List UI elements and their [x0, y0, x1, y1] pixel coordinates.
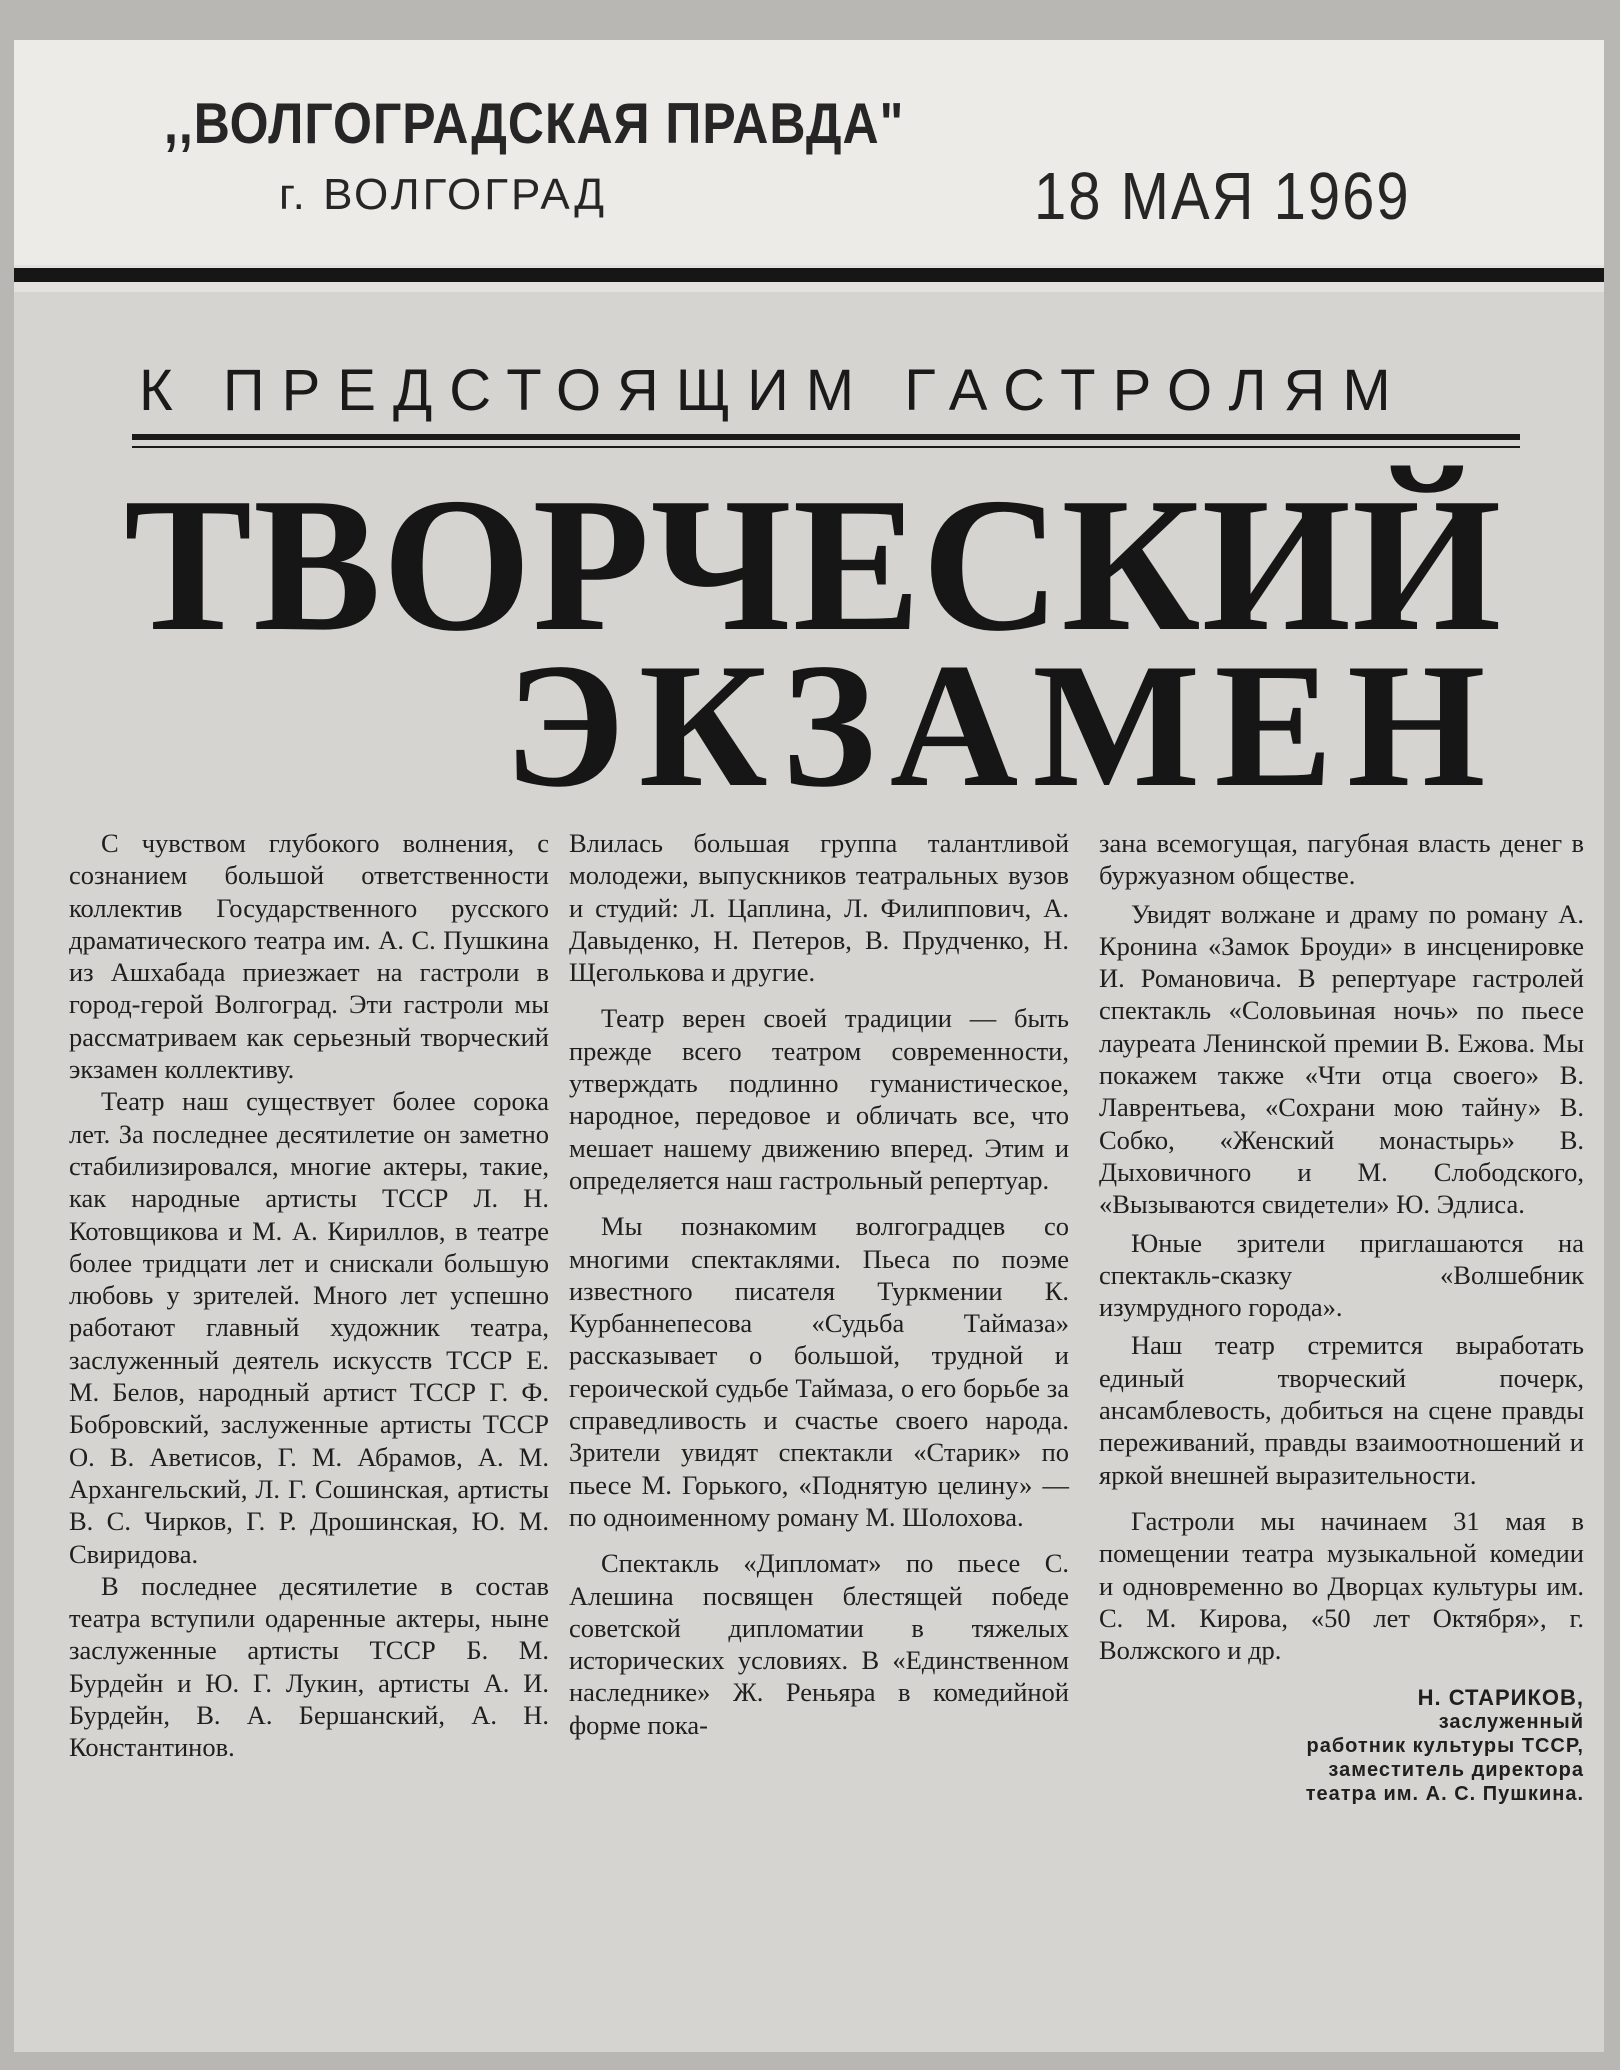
article-title-line2: ЭКЗАМЕН: [504, 626, 1500, 824]
text-column-1: [69, 827, 549, 1764]
article: [14, 292, 1604, 2052]
text-column-3: [1099, 827, 1584, 1806]
paragraph: Спектакль «Дипломат» по пьесе С. Алешина посвящен блестящей победе советской дипломатии в тяжелых исторических условиях. В «Единственном наследнике» Ж. Реньяра в комедийной форме пока-: [569, 1548, 1069, 1740]
author-title-4: театра им. А. С. Пушкина.: [1305, 1783, 1584, 1806]
paragraph: зана всемогущая, пагубная власть денег в буржуазном обществе.: [1099, 828, 1584, 891]
author-title-3: заместитель директора: [1328, 1759, 1584, 1782]
paragraph: Влилась большая группа талантливой молодежи, выпускников театральных вузов и студий: Л. Цаплина, Л. Филиппович, А. Давыденко, Н. Петеров, В. Прудченко, Н. Щеголькова и другие.: [569, 828, 1069, 988]
author-title-2: работник культуры ТССР,: [1306, 1735, 1584, 1758]
newspaper-clipping: [14, 40, 1604, 2052]
article-rubric: К ПРЕДСТОЯЩИМ ГАСТРОЛЯМ: [139, 358, 1408, 423]
author-signature: [1099, 1686, 1584, 1806]
paragraph: Юные зрители приглашаются на спектакль-сказку «Волшебник изумрудного города».: [1099, 1227, 1584, 1323]
newspaper-name: ,,ВОЛГОГРАДСКАЯ ПРАВДА": [164, 91, 905, 156]
rubric-rule-thin: [132, 446, 1520, 448]
article-title-line1: ТВОРЧЕСКИЙ: [124, 458, 1503, 671]
paragraph: Мы познакомим волгоградцев со многими спектаклями. Пьеса по поэме известного писателя Туркмении К. Курбаннепесова «Судьба Таймаза» рассказывает о большой, трудной и героической судьбе Таймаза, о его борьбе за справедливость и счастье своего народа. Зрители увидят спектакли «Старик» по пьесе М. Горького, «Поднятую целину» — по одноименному роману М. Шолохова.: [569, 1211, 1069, 1532]
text-column-2: [569, 827, 1069, 1741]
paragraph: Театр наш существует более сорока лет. За последнее десятилетие он заметно стабилизировался, многие актеры, такие, как народные артисты ТССР Л. Н. Котовщикова и М. А. Кириллов, в театре более тридцати лет и снискали большую любовь у зрителей. Много лет успешно работают главный художник театра, заслуженный деятель искусств ТССР Е. М. Белов, народный артист ТССР Г. Ф. Бобровский, заслуженные артисты ТССР О. В. Аветисов, Г. М. Абрамов, А. М. Архангельский, Л. Г. Сошинская, артисты В. С. Чирков, Г. Р. Дрошинская, Ю. М. Свиридова.: [69, 1086, 549, 1569]
paragraph: Театр верен своей традиции — быть прежде всего театром современности, утверждать подлинно гуманистическое, народное, передовое и обличать все, что мешает нашему движению вперед. Этим и определяется наш гастрольный репертуар.: [569, 1003, 1069, 1195]
author-name: Н. СТАРИКОВ,: [1417, 1685, 1584, 1711]
paragraph: Гастроли мы начинаем 31 мая в помещении театра музыкальной комедии и одновременно во Дворцах культуры им. С. М. Кирова, «50 лет Октября», г. Волжского и др.: [1099, 1505, 1584, 1666]
author-title-1: заслуженный: [1438, 1711, 1584, 1734]
clipping-stamp: [14, 40, 1604, 265]
divider-rule: [14, 268, 1604, 282]
clipping-date: 18 МАЯ 1969: [1034, 159, 1411, 234]
paragraph: С чувством глубокого волнения, с сознанием большой ответственности коллектив Государственного русского драматического театра им. А. С. Пушкина из Ашхабада приезжает на гастроли в город-герой Волгоград. Эти гастроли мы рассматриваем как серьезный творческий экзамен коллективу.: [69, 828, 549, 1085]
paragraph: Наш театр стремится выработать единый творческий почерк, ансамблевость, добиться на сцене правды переживаний, правды взаимоотношений и яркой внешней выразительности.: [1099, 1330, 1584, 1490]
paragraph: Увидят волжане и драму по роману А. Кронина «Замок Броуди» в инсценировке И. Романовича. В репертуаре гастролей спектакль «Соловьиная ночь» по пьесе лауреата Ленинской премии В. Ежова. Мы покажем также «Чти отца своего» В. Лаврентьева, «Сохрани мою тайну» В. Собко, «Женский монастырь» В. Дыховичного и М. Слободского, «Вызываются свидетели» Ю. Эдлиса.: [1099, 898, 1584, 1220]
paragraph: В последнее десятилетие в состав театра вступили одаренные актеры, ныне заслуженные артисты ТССР Б. М. Бурдейн и Ю. Г. Лукин, артисты А. И. Бурдейн, В. А. Бершанский, А. Н. Константинов.: [69, 1570, 549, 1763]
newspaper-city: г. ВОЛГОГРАД: [279, 170, 608, 219]
rubric-rule: [132, 434, 1520, 440]
